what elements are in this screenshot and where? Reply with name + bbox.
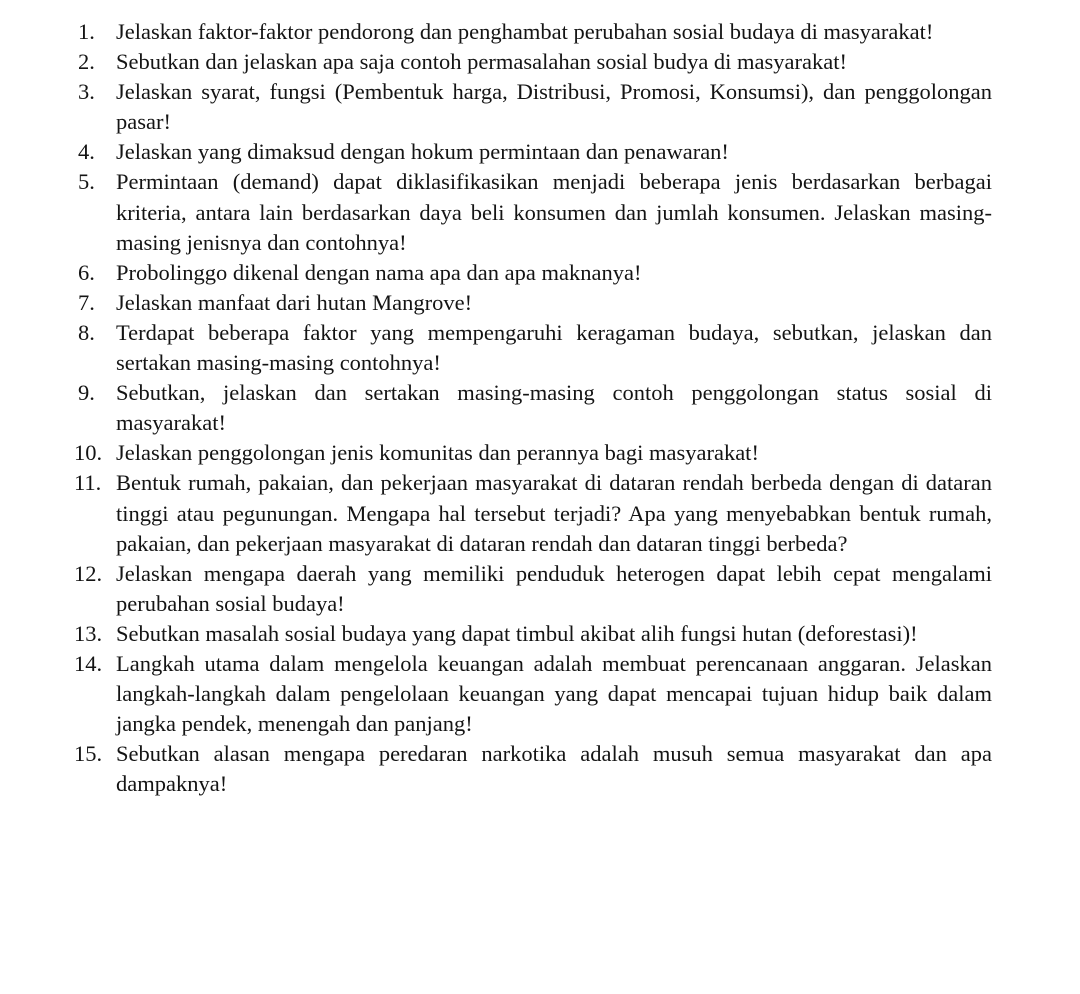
question-text: Probolinggo dikenal dengan nama apa dan apa maknanya! (116, 259, 642, 285)
question-item (74, 318, 992, 378)
question-text: Permintaan (demand) dapat diklasifikasikan menjadi beberapa jenis berdasarkan berbagai kriteria, antara lain berdasarkan daya beli konsumen dan jumlah konsumen. Jelaskan masing-masing jenisnya dan contohnya! (116, 169, 992, 255)
question-number: 2. (78, 49, 95, 75)
question-number: 8. (78, 319, 95, 345)
question-item (74, 438, 992, 468)
question-number: 6. (78, 259, 95, 285)
question-text: Sebutkan alasan mengapa peredaran narkotika adalah musuh semua masyarakat dan apa dampaknya! (116, 741, 992, 797)
question-text: Langkah utama dalam mengelola keuangan adalah membuat perencanaan anggaran. Jelaskan langkah-langkah dalam pengelolaan keuangan yang dapat mencapai tujuan hidup baik dalam jangka pendek, menengah dan panjang! (116, 650, 992, 737)
question-text: Jelaskan faktor-faktor pendorong dan penghambat perubahan sosial budaya di masyarakat! (116, 19, 934, 44)
question-number: 12. (74, 560, 103, 586)
question-text: Jelaskan penggolongan jenis komunitas dan perannya bagi masyarakat! (116, 440, 759, 466)
question-item (74, 468, 992, 558)
question-text: Sebutkan masalah sosial budaya yang dapat timbul akibat alih fungsi hutan (deforestasi)! (116, 620, 918, 646)
question-number: 10. (74, 440, 103, 466)
question-number: 9. (78, 380, 95, 406)
question-text: Jelaskan yang dimaksud dengan hokum permintaan dan penawaran! (116, 139, 729, 165)
question-number: 3. (78, 79, 95, 105)
question-number: 15. (74, 741, 103, 767)
question-item (74, 137, 992, 167)
question-item (74, 378, 992, 438)
question-number: 13. (74, 620, 103, 646)
question-number: 7. (78, 289, 95, 315)
question-text: Jelaskan manfaat dari hutan Mangrove! (116, 289, 473, 315)
question-item (74, 288, 992, 318)
question-number: 14. (74, 650, 103, 676)
question-item (74, 258, 992, 288)
question-text: Bentuk rumah, pakaian, dan pekerjaan masyarakat di dataran rendah berbeda dengan di dataran tinggi atau pegunungan. Mengapa hal tersebut terjadi? Apa yang menyebabkan bentuk rumah, pakaian, dan pekerjaan masyarakat di dataran rendah dan dataran tinggi berbeda? (116, 470, 992, 556)
question-number: 5. (78, 169, 95, 195)
question-item (74, 739, 992, 799)
question-number: 1. (78, 19, 95, 44)
question-item (74, 619, 992, 649)
question-text: Terdapat beberapa faktor yang mempengaruhi keragaman budaya, sebutkan, jelaskan dan sertakan masing-masing contohnya! (116, 319, 992, 376)
question-text: Sebutkan dan jelaskan apa saja contoh permasalahan sosial budya di masyarakat! (116, 49, 847, 75)
question-text: Sebutkan, jelaskan dan sertakan masing-masing contoh penggolongan status sosial di masyarakat! (116, 380, 992, 436)
question-item (74, 167, 992, 257)
question-item (74, 559, 992, 619)
question-text: Jelaskan mengapa daerah yang memiliki penduduk heterogen dapat lebih cepat mengalami perubahan sosial budaya! (116, 560, 992, 616)
question-item (74, 17, 992, 47)
question-item (74, 649, 992, 739)
question-list (74, 17, 992, 799)
question-text: Jelaskan syarat, fungsi (Pembentuk harga, Distribusi, Promosi, Konsumsi), dan penggolongan pasar! (116, 79, 992, 135)
question-number: 4. (78, 139, 95, 165)
question-number: 11. (74, 470, 102, 496)
question-item (74, 77, 992, 137)
question-item (74, 47, 992, 77)
